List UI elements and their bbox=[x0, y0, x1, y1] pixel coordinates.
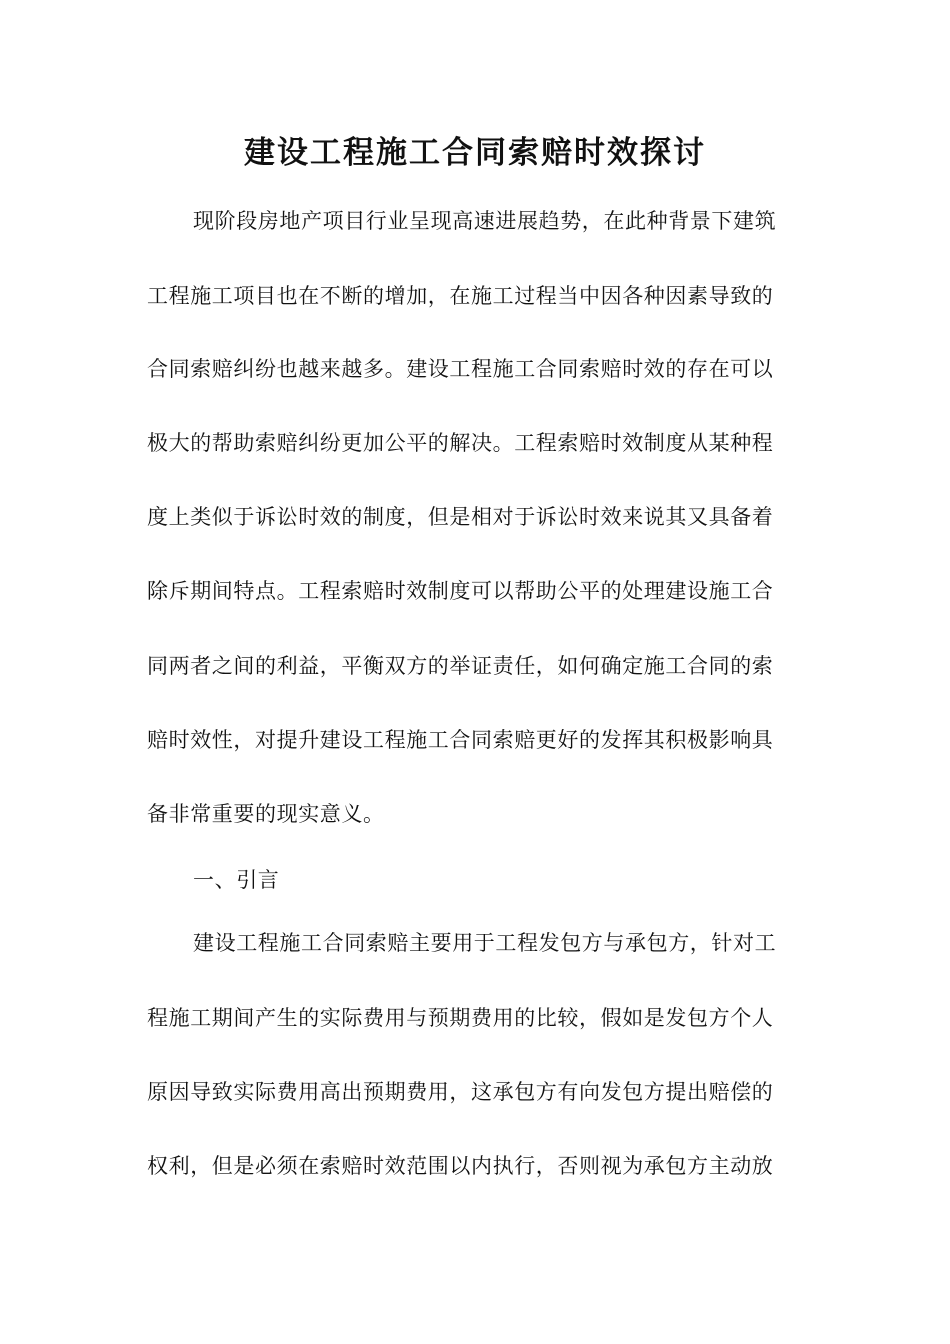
paragraph-2-line-2: 程施工期间产生的实际费用与预期费用的比较，假如是发包方个人 bbox=[147, 1006, 774, 1030]
paragraph-1-line-5: 度上类似于诉讼时效的制度，但是相对于诉讼时效来说其又具备着 bbox=[147, 505, 774, 529]
paragraph-2-line-4: 权利，但是必须在索赔时效范围以内执行，否则视为承包方主动放 bbox=[147, 1154, 774, 1178]
paragraph-1-line-1: 现阶段房地产项目行业呈现高速进展趋势，在此种背景下建筑 bbox=[193, 209, 777, 233]
paragraph-1-line-4: 极大的帮助索赔纠纷更加公平的解决。工程索赔时效制度从某种程 bbox=[147, 431, 774, 455]
paragraph-1-line-3: 合同索赔纠纷也越来越多。建设工程施工合同索赔时效的存在可以 bbox=[147, 357, 774, 381]
paragraph-1-line-9: 备非常重要的现实意义。 bbox=[147, 802, 385, 826]
paragraph-2-line-1: 建设工程施工合同索赔主要用于工程发包方与承包方，针对工 bbox=[193, 931, 777, 955]
paragraph-1-line-7: 同两者之间的利益，平衡双方的举证责任，如何确定施工合同的索 bbox=[147, 654, 774, 678]
paragraph-1-line-8: 赔时效性，对提升建设工程施工合同索赔更好的发挥其积极影响具 bbox=[147, 728, 774, 752]
section-heading-introduction: 一、引言 bbox=[193, 868, 280, 892]
paragraph-2-line-3: 原因导致实际费用高出预期费用，这承包方有向发包方提出赔偿的 bbox=[147, 1080, 774, 1104]
paragraph-1-line-6: 除斥期间特点。工程索赔时效制度可以帮助公平的处理建设施工合 bbox=[147, 579, 774, 603]
document-title: 建设工程施工合同索赔时效探讨 bbox=[244, 135, 706, 171]
paragraph-1-line-2: 工程施工项目也在不断的增加，在施工过程当中因各种因素导致的 bbox=[147, 284, 774, 308]
